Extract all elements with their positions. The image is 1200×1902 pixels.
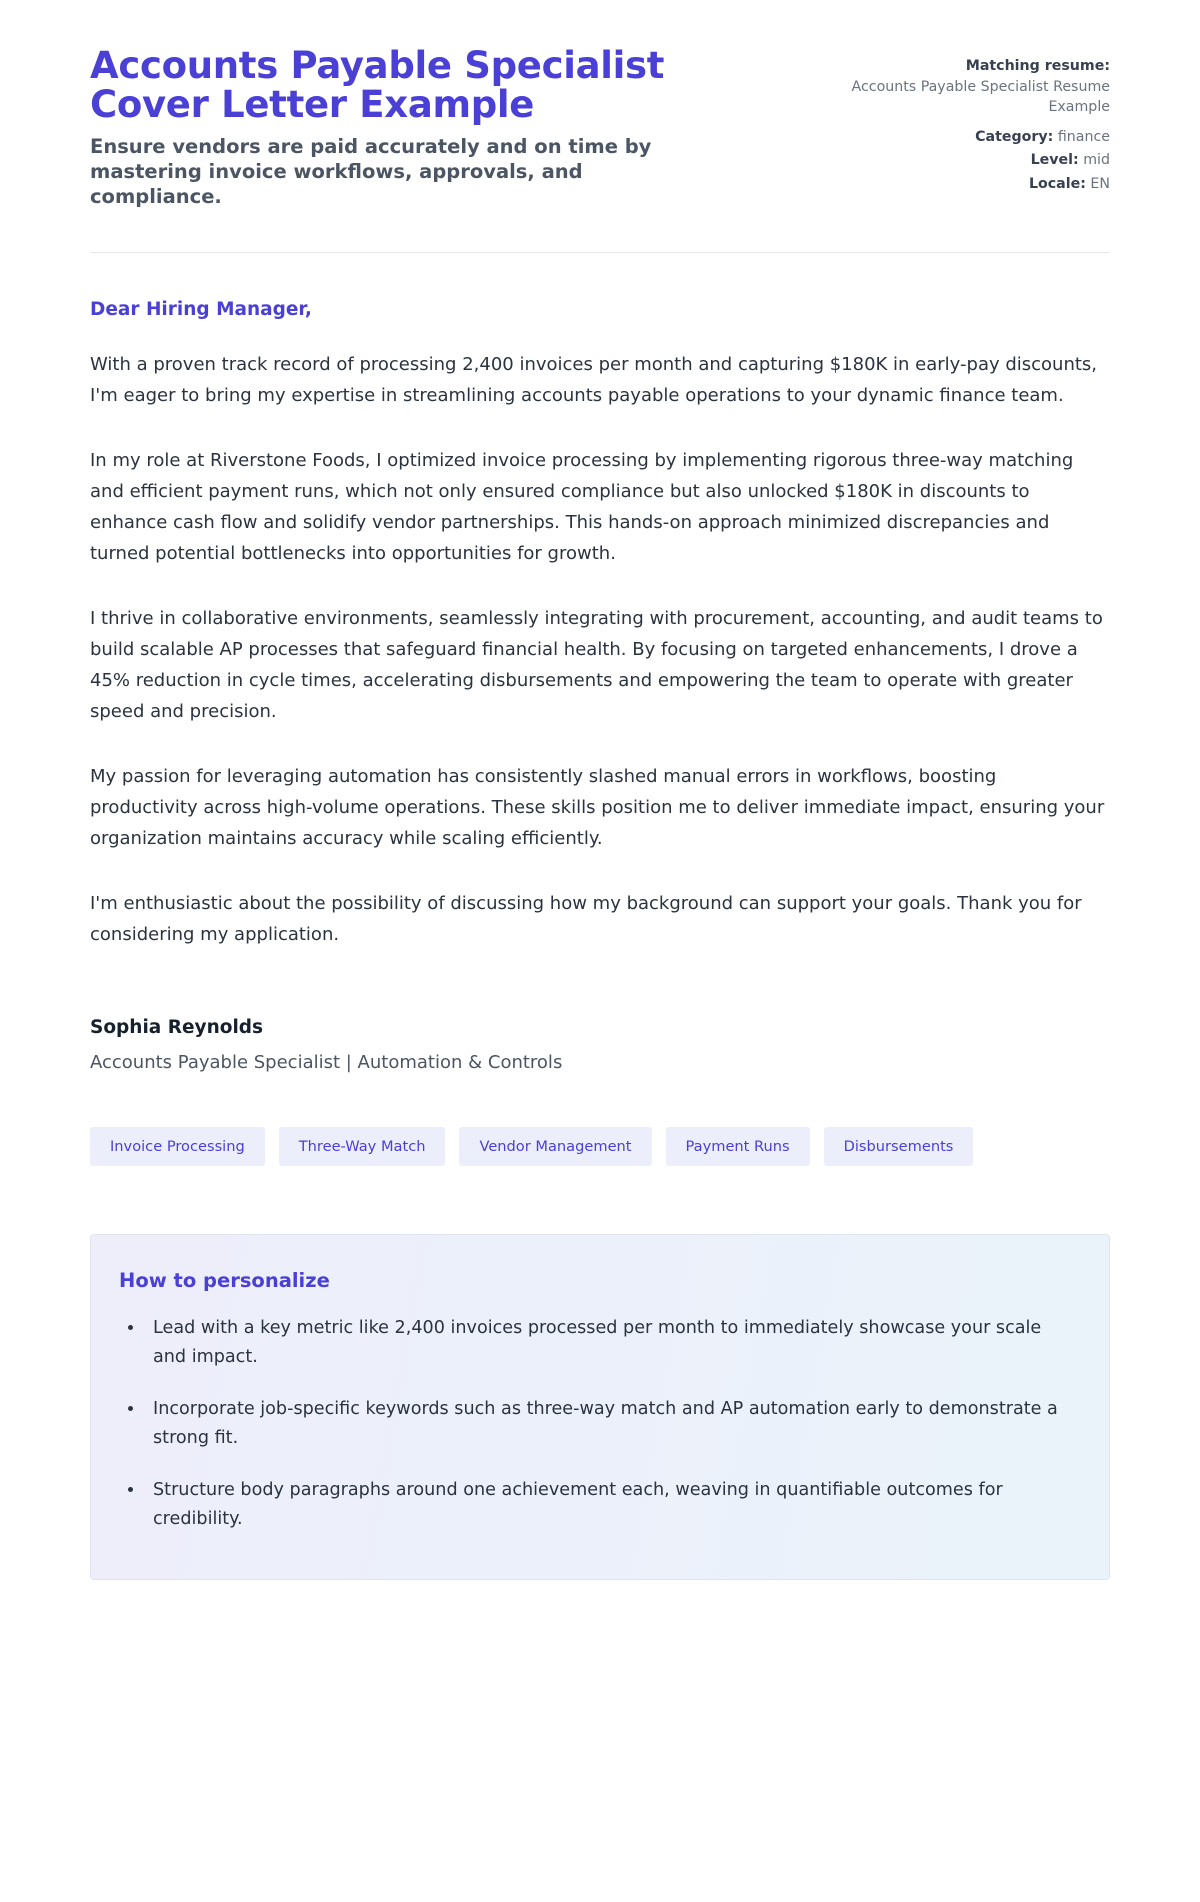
page-header <box>90 46 1110 210</box>
skill-tag[interactable]: Invoice Processing <box>90 1127 265 1166</box>
personalize-title: How to personalize <box>119 1268 330 1292</box>
page-title: Accounts Payable Specialist Cover Letter Example <box>90 44 665 127</box>
header-title-block <box>90 46 730 210</box>
meta-row-locale <box>850 174 1110 195</box>
letter-paragraph: I'm enthusiastic about the possibility of discussing how my background can support your goals. Thank you for considering my application. <box>90 892 1082 945</box>
level-label: Level: <box>1030 152 1079 169</box>
skill-tag[interactable]: Payment Runs <box>666 1127 810 1166</box>
meta-key-values <box>850 127 1110 195</box>
matching-resume-value: Accounts Payable Specialist Resume Example <box>851 78 1110 116</box>
skill-tag[interactable]: Disbursements <box>824 1127 974 1166</box>
locale-label: Locale: <box>1028 175 1086 192</box>
letter-paragraph: In my role at Riverstone Foods, I optimized invoice processing by implementing rigorous three-way matching and efficient payment runs, which not only ensured compliance but also unlocked $180K in discounts to enhance cash flow and solidify vendor partnerships. This hands-on approach minimized discrepancies and turned potential bottlenecks into opportunities for growth. <box>90 450 1074 565</box>
locale-value: EN <box>1090 175 1110 192</box>
personalize-tip-list <box>119 1314 1075 1535</box>
skill-tag-list <box>90 1127 1110 1166</box>
personalize-panel <box>90 1234 1110 1580</box>
category-value: finance <box>1057 128 1110 145</box>
meta-row-category <box>850 127 1110 148</box>
matching-resume-label-row <box>850 56 1110 77</box>
matching-resume-label: Matching resume: <box>965 58 1110 74</box>
letter-paragraph: With a proven track record of processing 2,400 invoices per month and capturing $180K in early-pay discounts, I'm eager to bring my expertise in streamlining accounts payable operations to your dynamic finance team. <box>90 354 1098 407</box>
category-label: Category: <box>975 128 1054 145</box>
signer-name: Sophia Reynolds <box>90 1016 264 1038</box>
personalize-tip: • Structure body paragraphs around one achievement each, weaving in quantifiable outcomes for credibility. <box>145 1476 1075 1535</box>
personalize-tip: • Lead with a key metric like 2,400 invoices processed per month to immediately showcase your scale and impact. <box>145 1314 1075 1373</box>
personalize-tip: • Incorporate job-specific keywords such as three-way match and AP automation early to demonstrate a strong fit. <box>145 1395 1075 1454</box>
salutation: Dear Hiring Manager, <box>90 299 312 321</box>
content-column <box>90 0 1110 1580</box>
header-meta-block <box>850 46 1110 195</box>
page-subtitle: Ensure vendors are paid accurately and on time by mastering invoice workflows, approvals, and compliance. <box>90 135 652 209</box>
signature-block <box>90 1017 1110 1073</box>
skill-tag[interactable]: Vendor Management <box>459 1127 651 1166</box>
letter-paragraph: My passion for leveraging automation has consistently slashed manual errors in workflows, boosting productivity across high-volume operations. These skills position me to deliver immediate impact, ensuring your organization maintains accuracy while scaling efficiently. <box>90 765 1105 849</box>
cover-letter-body <box>90 253 1110 950</box>
signer-role: Accounts Payable Specialist | Automation & Controls <box>90 1051 563 1073</box>
skill-tag[interactable]: Three-Way Match <box>279 1127 446 1166</box>
letter-paragraph: I thrive in collaborative environments, seamlessly integrating with procurement, accounting, and audit teams to build scalable AP processes that safeguard financial health. By focusing on targeted enhancements, I drove a 45% reduction in cycle times, accelerating disbursements and empowering the team to operate with greater speed and precision. <box>90 608 1103 722</box>
level-value: mid <box>1083 152 1110 169</box>
meta-row-level <box>850 150 1110 171</box>
